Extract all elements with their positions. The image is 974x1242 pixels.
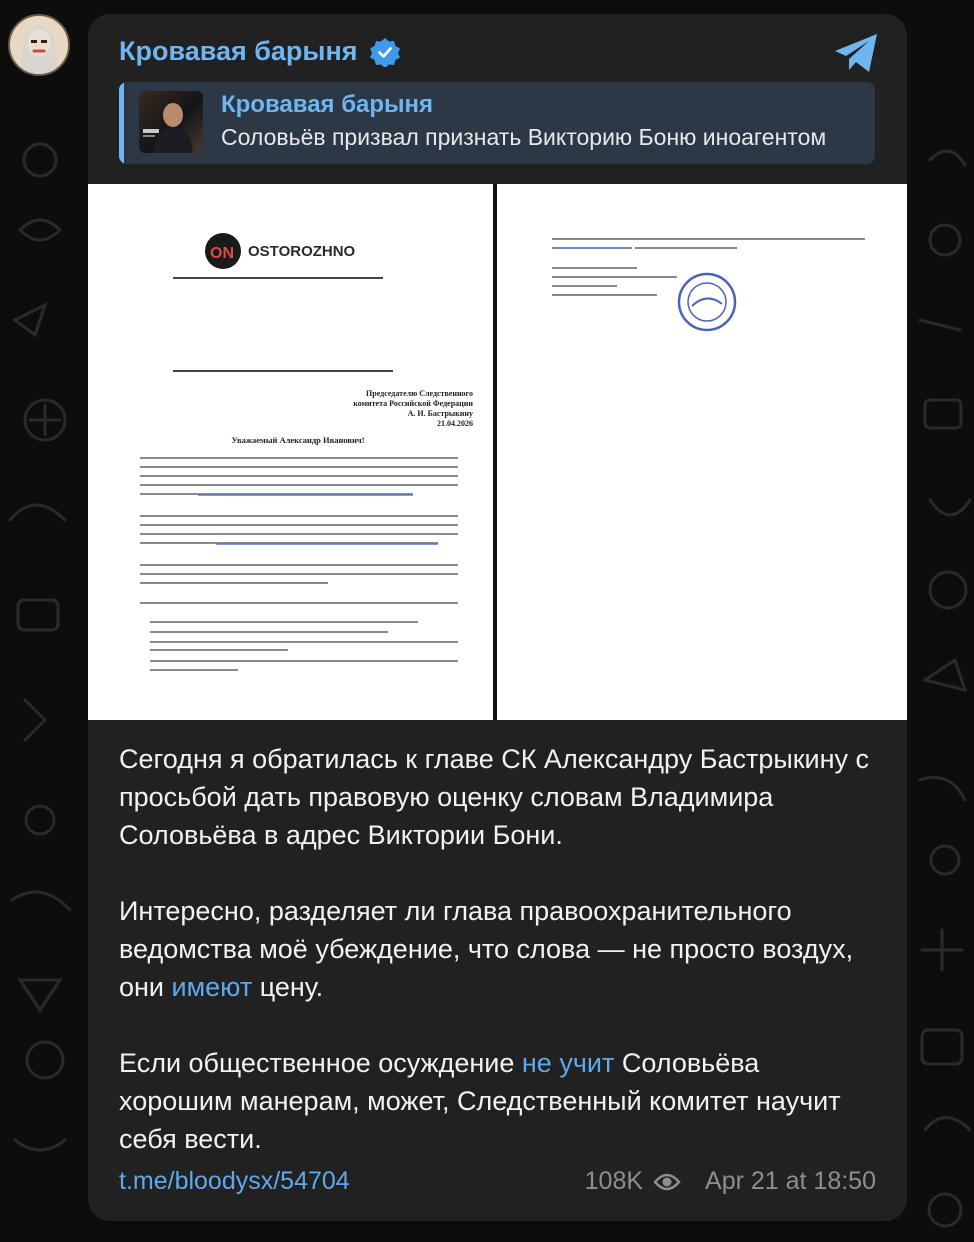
forward-accent-bar: [119, 82, 124, 164]
document-page-1: [88, 184, 493, 720]
telegram-share-icon[interactable]: [833, 32, 879, 74]
post-paragraph-2: Интересно, разделяет ли глава правоохранительного ведомства моё убеждение, что слова — не просто воздух, они имеют цену.: [119, 896, 854, 1002]
post-inline-link-ne-uchit[interactable]: не учит: [521, 1048, 615, 1078]
post-inline-link-imeyut[interactable]: имеют: [171, 972, 253, 1002]
doc-addressee-3: А. И. Бастрыкину: [407, 409, 473, 418]
forwarded-message-preview[interactable]: [119, 82, 875, 164]
doc-greeting: Уважаемый Александр Иванович!: [231, 435, 365, 445]
channel-header[interactable]: [119, 36, 400, 67]
eye-icon: [653, 1172, 681, 1192]
channel-post: [88, 14, 907, 1221]
post-paragraph-1: Сегодня я обратилась к главе СК Александру Бастрыкину с просьбой дать правовую оценку словам Владимира Соловьёва в адрес Виктории Бони.: [119, 744, 870, 850]
doc-addressee-4: 21.04.2026: [437, 419, 473, 428]
post-text: [119, 740, 879, 1158]
document-page-2: [497, 184, 907, 720]
verified-badge-icon: [370, 37, 400, 67]
document-page-1-drawing: [88, 184, 493, 720]
post-timestamp: Apr 21 at 18:50: [705, 1167, 876, 1195]
view-count: 108K: [584, 1167, 644, 1195]
post-meta: [585, 1167, 876, 1196]
doc-addressee-2: комитета Российской Федерации: [353, 399, 473, 408]
doc-addressee-1: Председателю Следственного: [366, 389, 473, 398]
channel-avatar[interactable]: [8, 14, 70, 76]
document-page-2-drawing: [497, 184, 907, 720]
post-paragraph-3: Если общественное осуждение не учит Соловьёва хорошим манерам, может, Следственный комитет научит себя вести.: [119, 1048, 841, 1154]
document-logo-text: OSTOROZHNO: [248, 243, 356, 260]
post-photo[interactable]: [88, 184, 907, 720]
forward-thumbnail: [139, 91, 203, 153]
channel-name[interactable]: Кровавая барыня: [119, 36, 358, 66]
post-permalink[interactable]: t.me/bloodysx/54704: [119, 1167, 350, 1195]
svg-text:ON: ON: [210, 245, 234, 262]
forward-text: Соловьёв призвал признать Викторию Боню иноагентом: [221, 124, 827, 150]
official-stamp-icon: [679, 274, 735, 330]
forward-channel-name: Кровавая барыня: [221, 91, 434, 118]
